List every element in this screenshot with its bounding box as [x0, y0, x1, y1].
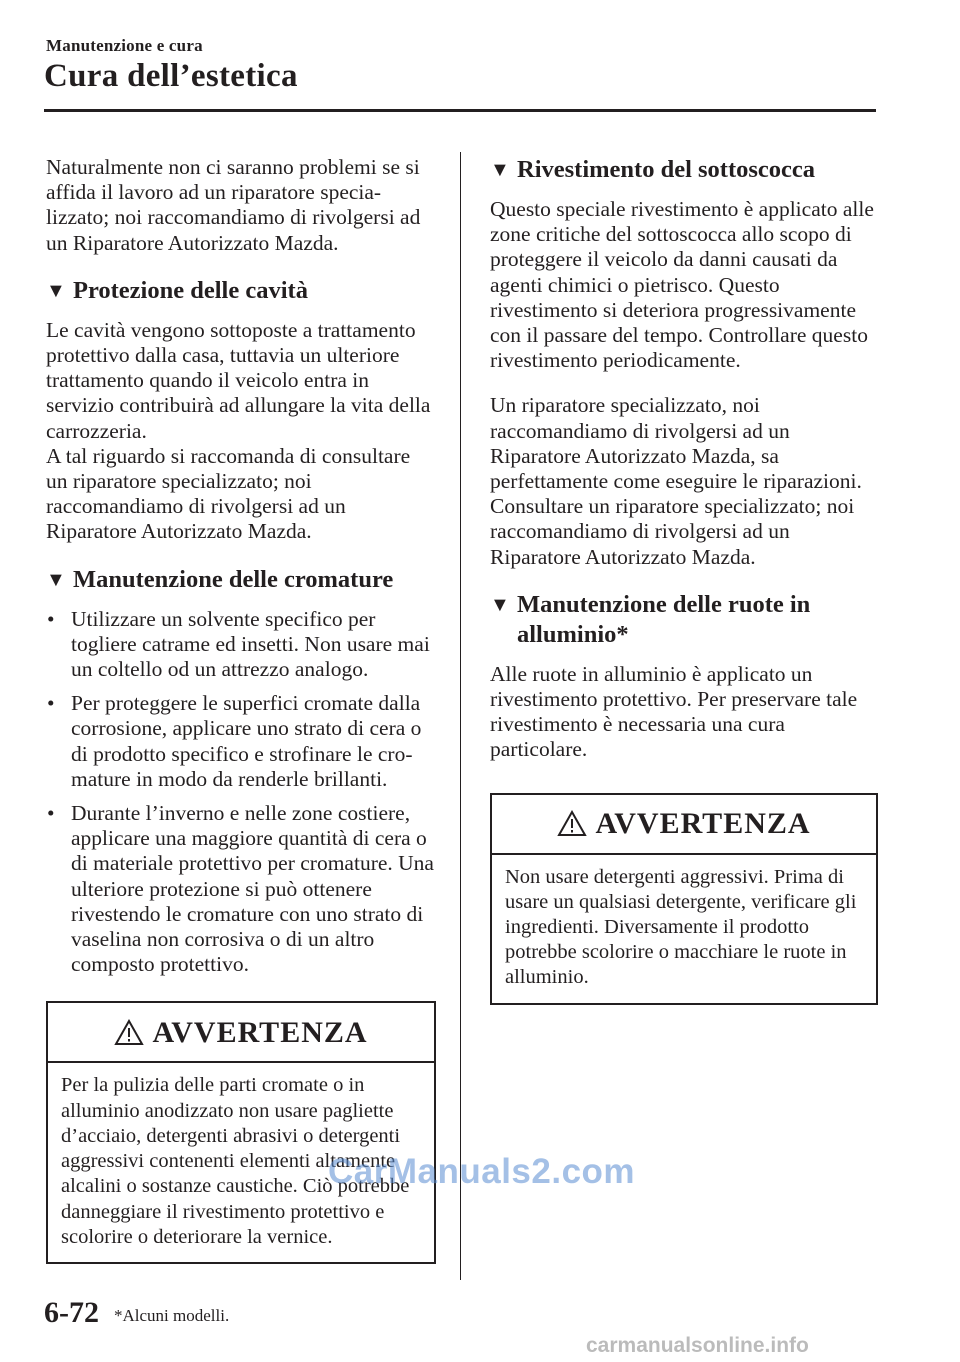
heading-text: Manutenzione delle ruote in alluminio* [517, 590, 811, 648]
column-divider [460, 152, 461, 1280]
heading-text: Protezione delle cavità [73, 276, 308, 304]
list-item [46, 607, 436, 683]
left-column [46, 155, 436, 1264]
triangle-down-icon: ▼ [46, 279, 66, 302]
bullet-text: Durante l’inverno e nelle zone costiere, applicare una maggiore quantità di cera o di materiale protettivo per cromature. Una ulteriore protezione si può ottenere rivestendo le cromature con uno strato di vaselina non corrosiva o di un altro composto protettivo. [71, 801, 434, 977]
heading-text: Rivestimento del sottoscocca [517, 156, 816, 183]
intro-paragraph: Naturalmente non ci saranno problemi se si affida il lavoro ad un riparatore specia-lizzato; noi raccomandiamo di rivolgersi ad un Riparatore Autorizzato Mazda. [46, 155, 421, 255]
underbody-paragraph-2: Un riparatore specializzato, noi raccomandiamo di rivolgersi ad un Riparatore Autorizzato Mazda, sa perfettamente come eseguire le riparazioni. Consultare un riparatore specializzato; noi raccomandiamo di rivolgersi ad un Riparatore Autorizzato Mazda. [490, 393, 862, 569]
watermark-carmanuals2: CarManuals2.com [328, 1152, 636, 1191]
bullet-icon: • [47, 801, 55, 826]
warning-triangle-icon [114, 1019, 144, 1046]
underbody-paragraph-1: Questo speciale rivestimento è applicato alle zone critiche del sottoscocca allo scopo di proteggere il veicolo da danni causati da agenti chimici o pietrisco. Questo rivestimento si deteriora progressivamente con il passare del tempo. Controllare questo rivestimento periodicamente. [490, 197, 874, 373]
warning-text: Per la pulizia delle parti cromate o in alluminio anodizzato non usare pagliette d’acciaio, detergenti abrasivi o detergenti aggressivi contenenti elementi altamente alcalini o sostanze caustiche. Ciò potrebbe danneggiare il rivestimento protettivo e scolorire o deteriorare la vernice. [61, 1074, 410, 1248]
right-column [490, 155, 878, 1005]
triangle-down-icon: ▼ [490, 593, 510, 616]
chrome-maintenance-heading [46, 565, 436, 595]
list-item [46, 691, 436, 792]
warning-title: AVVERTENZA [595, 807, 811, 841]
cavity-paragraph-1: Le cavità vengono sottoposte a trattamento protettivo dalla casa, tuttavia un ulteriore trattamento quando il veicolo entra in servizio contribuirà ad allungare la vita della carrozzeria. [46, 317, 431, 443]
footnote: *Alcuni modelli. [114, 1306, 230, 1325]
title-rule [44, 109, 876, 112]
cavity-protection-heading [46, 276, 436, 306]
watermark-carmanualsonline: carmanualsonline.info [586, 1334, 809, 1357]
warning-text: Non usare detergenti aggressivi. Prima di usare un qualsiasi detergente, verificare gli ingredienti. Diversamente il prodotto potrebbe scolorire o macchiare le ruote in alluminio. [505, 865, 857, 989]
bullet-icon: • [47, 606, 55, 631]
warning-box-chrome [46, 1001, 436, 1263]
bullet-icon: • [47, 691, 55, 716]
warning-header [48, 1003, 434, 1063]
page-number: 6-72 [44, 1296, 99, 1329]
warning-title: AVVERTENZA [152, 1015, 368, 1049]
bullet-text: Per proteggere le superfici cromate dalla corrosione, applicare uno strato di cera o di prodotto specifico e strofinare le cro-mature in modo da renderle brillanti. [71, 691, 422, 791]
triangle-down-icon: ▼ [46, 568, 66, 591]
wheels-paragraph: Alle ruote in alluminio è applicato un rivestimento protettivo. Per preservare tale rivestimento è necessaria una cura particolare. [490, 661, 858, 762]
aluminum-wheels-heading [490, 590, 878, 650]
page-title: Cura dell’estetica [44, 58, 298, 94]
underbody-coating-heading [490, 155, 878, 185]
section-label: Manutenzione e cura [46, 36, 203, 55]
bullet-text: Utilizzare un solvente specifico per togliere catrame ed insetti. Non usare mai un coltello od un attrezzo analogo. [71, 606, 430, 682]
warning-box-wheels [490, 793, 878, 1005]
triangle-down-icon: ▼ [490, 159, 510, 181]
warning-header [492, 795, 876, 855]
warning-triangle-icon [557, 810, 587, 837]
heading-text: Manutenzione delle cromature [73, 565, 394, 593]
cavity-paragraph-2: A tal riguardo si raccomanda di consultare un riparatore specializzato; noi raccomandiamo di rivolgersi ad un Riparatore Autorizzato Mazda. [46, 443, 411, 544]
list-item [46, 801, 436, 977]
chrome-bullet-list [46, 607, 436, 978]
